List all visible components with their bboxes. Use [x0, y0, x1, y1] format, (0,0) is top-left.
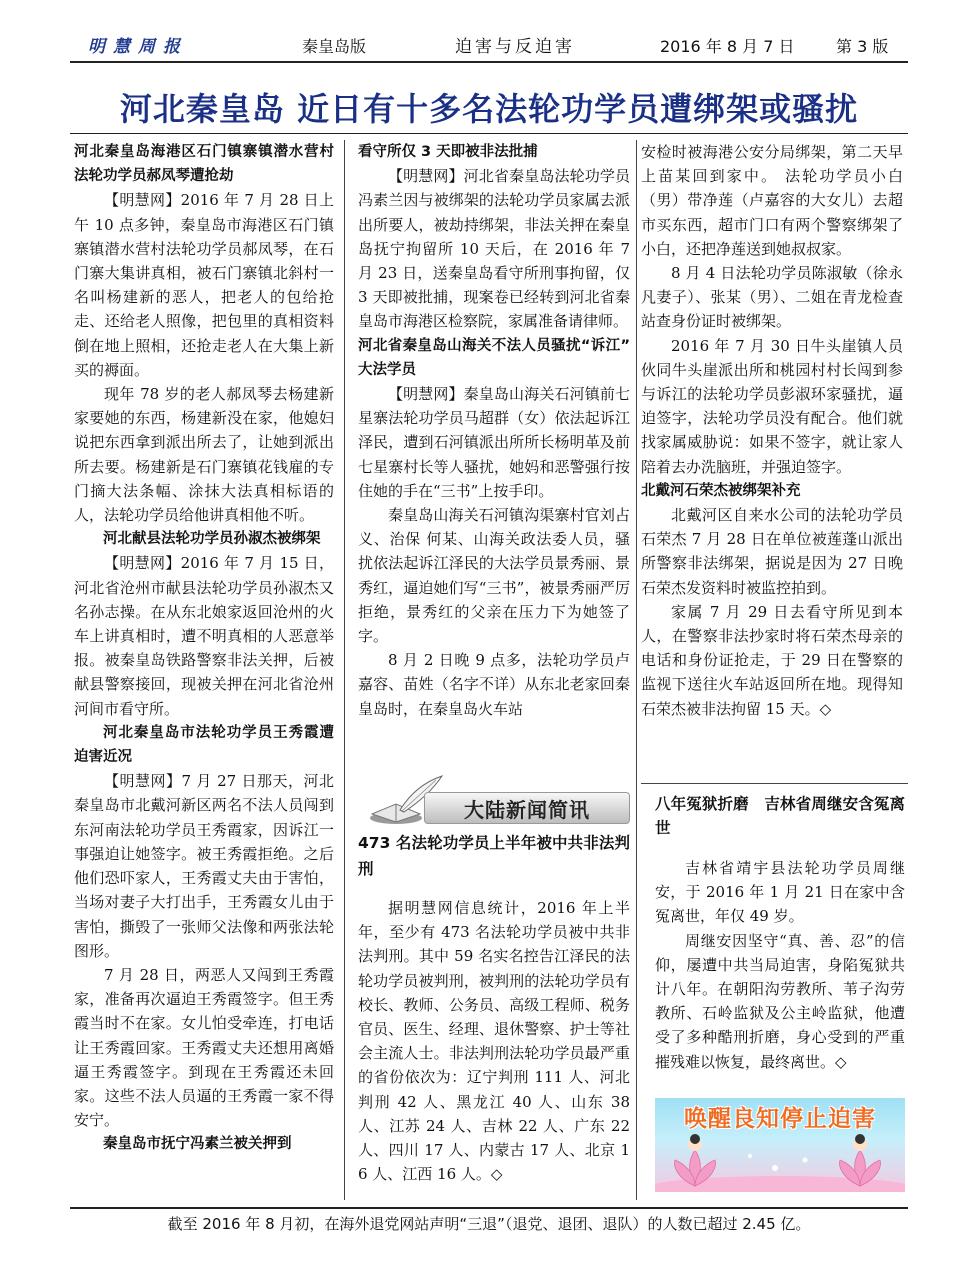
- column-divider: [344, 140, 345, 1200]
- section-label: 迫害与反迫害: [455, 37, 575, 57]
- article-paragraph: 吉林省靖宇县法轮功学员周继安，于 2016 年 1 月 21 日在家中含冤离世，年仅 49 岁。: [655, 859, 905, 926]
- article-title: 河北秦皇岛海港区石门镇寨镇潜水营村法轮功学员郝凤琴遭抢劫: [74, 144, 334, 185]
- poster-text: 唤醒良知停止迫害: [684, 1106, 876, 1132]
- issue-date: 2016 年 8 月 7 日: [660, 37, 795, 56]
- article-title: 河北献县法轮功学员孙淑杰被绑架: [103, 531, 321, 548]
- news-brief-banner: [366, 772, 630, 828]
- banner-label: 大陆新闻简讯: [464, 798, 590, 822]
- article-title: 北戴河石荣杰被绑架补充: [641, 482, 801, 499]
- article-rule: [641, 783, 908, 784]
- article-paragraph: 2016 年 7 月 30 日牛头崖镇人员伙同牛头崖派出所和桃园村村长闯到参与诉江的法轮功学员彭淑环家骚扰，逼迫签字，法轮功学员没有配合。他们就找家属威胁说：如果不签字，就让家人陪着去办洗脑班，并强迫签字。: [641, 336, 903, 476]
- header-rule: [70, 61, 908, 63]
- article-paragraph: 北戴河区自来水公司的法轮功学员石荣杰 7 月 28 日在单位被莲蓬山派出所警察非法绑架，据说是因为 27 日晚石荣杰发资料时被监控拍到。: [641, 506, 903, 597]
- article-paragraph: 现年 78 岁的老人郝凤琴去杨建新家要她的东西，杨建新没在家，他媳妇说把东西拿到派出所去了，让她到派出所去要。杨建新是石门寨镇花钱雇的专门摘大法条幅、涂抹大法真相标语的人，法轮功学员给他讲真相他不听。: [74, 385, 334, 525]
- article-paragraph: 【明慧网】2016 年 7 月 28 日上午 10 点多钟，秦皇岛市海港区石门镇寨镇潜水营村法轮功学员郝凤琴，在石门寨大集讲真相，被石门寨镇北斜村一名叫杨建新的恶人，把老人的包给抢走、还给老人照像，把包里的真相资料倒在地上照相，还抢走老人在大集上新买的褥面。: [74, 191, 334, 379]
- article-paragraph: 【明慧网】河北省秦皇岛法轮功学员冯素兰因与被绑架的法轮功学员家属去派出所要人，被劫持绑架，非法关押在秦皇岛抚宁拘留所 10 天后，在 2016 年 7 月 23 日，送秦皇岛看守所刑事拘留，仅 3 天即被批捕，现案卷已经转到河北省秦皇岛市海港区检察院，家属准备请律师。: [358, 167, 630, 331]
- paper-name: 明慧周报: [88, 37, 188, 57]
- article-title: 河北省秦皇岛山海关不法人员骚扰“诉江” 大法学员: [358, 337, 630, 378]
- column-divider: [636, 140, 637, 1200]
- article-title: 秦皇岛市抚宁冯素兰被关押到: [103, 1136, 292, 1153]
- article-paragraph: 家属 7 月 29 日去看守所见到本人，在警察非法抄家时将石荣杰母亲的电话和身份证抢走，于 29 日在警察的监视下送往火车站返回所在地。现得知石荣杰被非法拘留 15 天。◇: [641, 602, 903, 718]
- page-headline: 河北秦皇岛 近日有十多名法轮功学员遭绑架或骚扰: [119, 90, 859, 128]
- article-title: 八年冤狱折磨 吉林省周继安含冤离世: [655, 795, 905, 837]
- article-paragraph: 安检时被海港公安分局绑架，第二天早上苗某回到家中。 法轮功学员小白（男）带净莲（卢嘉容的大女儿）去超市买东西，超市门口有两个警察绑架了小白，还把净莲送到她叔叔家。: [641, 143, 903, 258]
- article-paragraph: 7 月 28 日，两恶人又闯到王秀霞家，准备再次逼迫王秀霞签字。但王秀霞当时不在家。女儿怕受牵连，打电话让王秀霞回家。王秀霞丈夫还想用离婚逼王秀霞签字。到现在王秀霞还未回家。这些不法人员逼的王秀霞一家不得安宁。: [74, 965, 334, 1130]
- column-2: [358, 140, 630, 721]
- edition-label: 秦皇岛版: [302, 37, 367, 56]
- footer-rule: [70, 1207, 908, 1209]
- article-paragraph: 【明慧网】7 月 27 日那天，河北秦皇岛市北戴河新区两名不法人员闯到东河南法轮功学员王秀霞家，因诉江一事强迫让她签字。被王秀霞拒绝。之后他们恐吓家人，王秀霞丈夫由于害怕，当场对妻子大打出手，王秀霞女儿由于害怕，撕毁了一张师父法像和两张法轮图形。: [74, 772, 334, 960]
- article-paragraph: 8 月 2 日晚 9 点多，法轮功学员卢嘉容、苗姓（名字不详）从东北老家回秦皇岛时，在秦皇岛火车站: [358, 651, 630, 718]
- article-paragraph: 【明慧网】秦皇岛山海关石河镇前七星寨法轮功学员马超群（女）依法起诉江泽民，遭到石河镇派出所所长杨明革及前七星寨村长等人骚扰，她妈和恶警强行按住她的手在“三书”上按手印。: [358, 385, 630, 500]
- article-paragraph: 据明慧网信息统计，2016 年上半年，至少有 473 名法轮功学员被中共非法判刑。其中 59 名实名控告江泽民的法轮功学员被判刑，被判刑的法轮功学员有校长、教师、公务员、高级工程师、税务官员、医生、经理、退休警察、护士等社会主流人士。非法判刑法轮功学员最严重的省份依次为：辽宁判刑 111 人、河北判刑 42 人、黑龙江 40 人、山东 38 人、江苏 24 人、吉林 22 人、广东 22 人、四川 17 人、内蒙古 17 人、北京 16 人、江西 16 人。◇: [358, 899, 630, 1184]
- article-title: 河北秦皇岛市法轮功学员王秀霞遭迫害近况: [74, 724, 334, 766]
- article-paragraph: 秦皇岛山海关石河镇沟渠寨村官刘占义、治保 何某、山海关政法委人员，骚扰依法起诉江泽民的大法学员景秀丽、景秀红，逼迫她们写“三书”，被景秀丽严厉拒绝，景秀红的父亲在压力下为她签了字。: [358, 506, 630, 646]
- article-title: 看守所仅 3 天即被非法批捕: [358, 144, 538, 160]
- article-paragraph: 8 月 4 日法轮功学员陈淑敏（徐永凡妻子）、张某（男）、二姐在青龙检查站查身份证时被绑架。: [641, 264, 903, 331]
- column-3: [641, 140, 903, 721]
- page-header: [70, 34, 910, 64]
- page-number: 第 3 版: [836, 37, 889, 56]
- article-title: 473 名法轮功学员上半年被中共非法判刑: [358, 834, 630, 878]
- headline-rule: [70, 133, 908, 134]
- article-paragraph: 周继安因坚守“真、善、忍”的信仰，屡遭中共当局迫害，身陷冤狱共计八年。在朝阳沟劳教所、苇子沟劳教所、石岭监狱及公主岭监狱，他遭受了多种酷刑折磨，身心受到的严重摧残难以恢复，最终离世。◇: [655, 931, 905, 1071]
- column-3-lower: [655, 792, 905, 1074]
- article-paragraph: 【明慧网】2016 年 7 月 15 日，河北省沧州市献县法轮功学员孙淑杰又名孙志操。在从东北娘家返回沧州的火车上讲真相时，遭不明真相的人恶意举报。被秦皇岛铁路警察非法关押，后被献县警察接回，现被关押在河北省沧州河间市看守所。: [74, 554, 334, 718]
- footer-notice: 截至 2016 年 8 月初，在海外退党网站声明“三退”（退党、退团、退队）的人数已超过 2.45 亿。: [167, 1215, 811, 1233]
- column-2-lower: [358, 830, 630, 1186]
- awakening-poster: [655, 1098, 905, 1192]
- column-1: [74, 140, 334, 1157]
